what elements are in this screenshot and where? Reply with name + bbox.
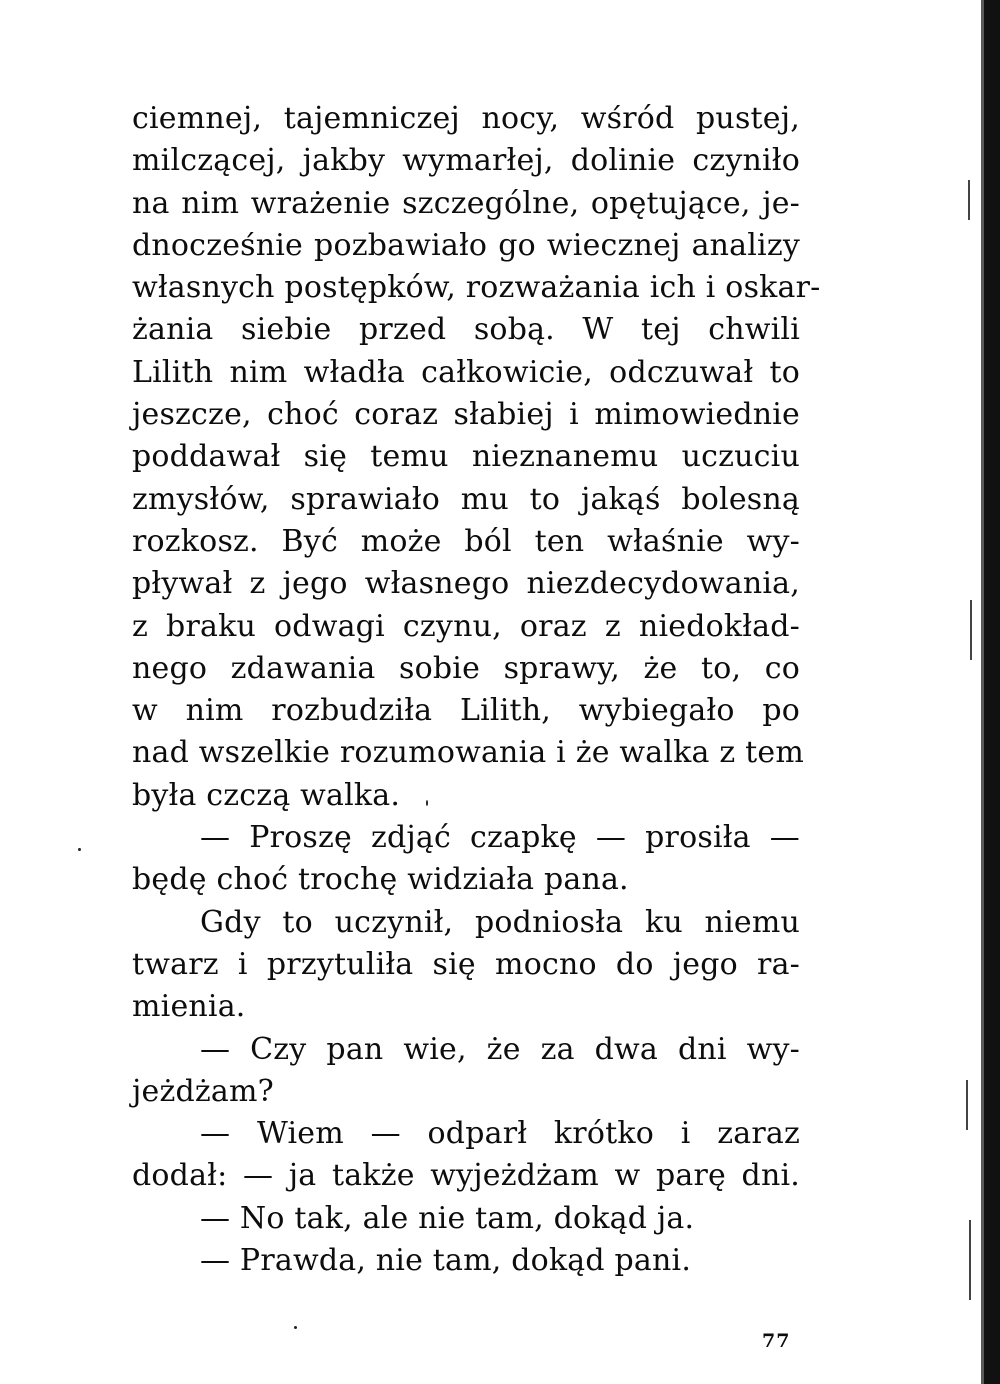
text-line-28: — Prawda, nie tam, dokąd pani. — [200, 1243, 692, 1279]
text-line-9: poddawał się temu nieznanemu uczuciu — [132, 439, 800, 475]
text-line-2: milczącej, jakby wymarłej, dolinie czyniło — [132, 143, 800, 179]
scan-bleed-mark — [970, 600, 972, 660]
text-line-26: dodał: — ja także wyjeżdżam w parę dni. — [132, 1158, 800, 1194]
scan-edge — [984, 0, 1000, 1384]
text-line-5: własnych postępków, rozważania ich i oskar‑ — [132, 270, 821, 306]
text-line-16: nad wszelkie rozumowania i że walka z tem — [132, 735, 804, 771]
text-line-13: z braku odwagi czynu, oraz z niedokład‑ — [132, 608, 800, 644]
text-line-27: — No tak, ale nie tam, dokąd ja. — [200, 1200, 695, 1236]
text-line-12: pływał z jego własnego niezdecydowania, — [132, 566, 800, 602]
text-line-23: — Czy pan wie, że za dwa dni wy‑ — [200, 1031, 800, 1067]
page-number: 77 — [762, 1330, 791, 1352]
text-line-14: nego zdawania sobie sprawy, że to, co — [132, 650, 800, 686]
text-line-24: jeżdżam? — [132, 1073, 274, 1109]
text-line-10: zmysłów, sprawiało mu to jakąś bolesną — [132, 481, 800, 517]
text-line-20: Gdy to uczynił, podniosła ku niemu — [200, 904, 800, 940]
scan-bleed-mark — [968, 180, 970, 220]
scan-speck — [294, 1326, 297, 1329]
text-line-17: była czczą walka. — [132, 777, 401, 813]
text-line-18: — Proszę zdjąć czapkę — prosiła — — [200, 820, 800, 856]
body-text — [132, 98, 821, 1282]
text-line-6: żania siebie przed sobą. W tej chwili — [132, 312, 800, 348]
scan-speck — [78, 848, 81, 851]
text-line-21: twarz i przytuliła się mocno do jego ra‑ — [132, 946, 800, 982]
scan-speck — [426, 800, 428, 806]
text-line-4: dnocześnie pozbawiało go wiecznej analizy — [132, 227, 800, 263]
text-line-19: będę choć trochę widziała pana. — [132, 862, 629, 898]
text-line-3: na nim wrażenie szczególne, opętujące, je‑ — [132, 185, 800, 221]
scan-bleed-mark — [969, 1220, 971, 1300]
scan-bleed-mark — [966, 1080, 968, 1130]
text-line-7: Lilith nim władła całkowicie, odczuwał to — [132, 354, 800, 390]
text-line-8: jeszcze, choć coraz słabiej i mimowiednie — [132, 397, 800, 433]
text-line-15: w nim rozbudziła Lilith, wybiegało po — [132, 693, 800, 729]
text-line-11: rozkosz. Być może ból ten właśnie wy‑ — [132, 523, 800, 559]
text-line-25: — Wiem — odparł krótko i zaraz — [200, 1116, 800, 1152]
text-line-22: mienia. — [132, 989, 246, 1025]
text-line-1: ciemnej, tajemniczej nocy, wśród pustej, — [132, 101, 800, 136]
